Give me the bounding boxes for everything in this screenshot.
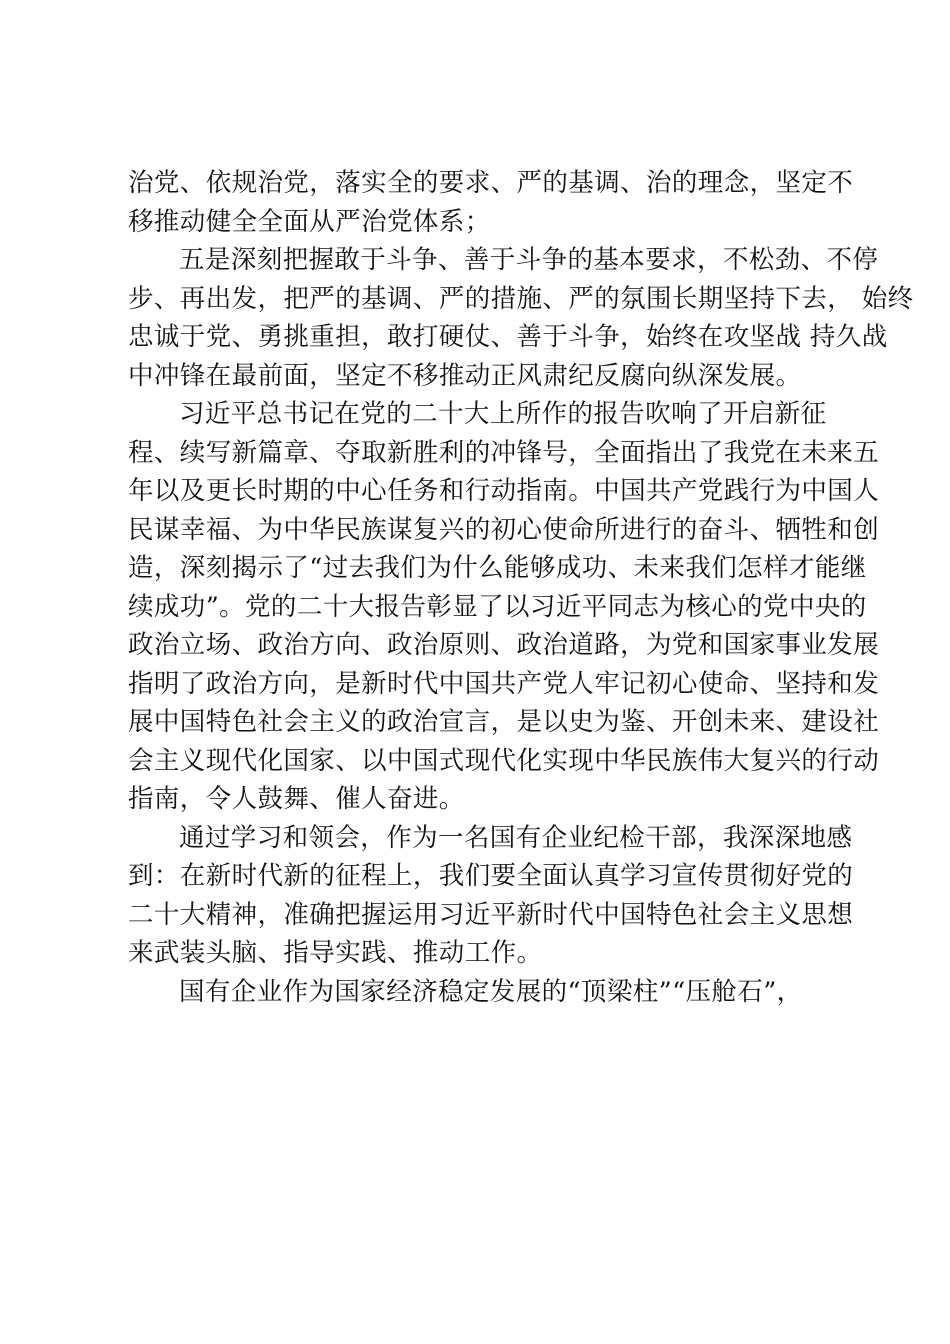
text-line: 国有企业作为国家经济稳定发展的“顶梁柱”“压舱石”，	[179, 976, 803, 1007]
text-line: 年以及更长时期的中心任务和行动指南。中国共产党践行为中国人	[128, 476, 880, 506]
text-line: 到：在新时代新的征程上，我们要全面认真学习宣传贯彻好党的	[128, 861, 854, 891]
text-line: 民谋幸福、为中华民族谋复兴的初心使命所进行的奋斗、牺牲和创	[128, 514, 880, 545]
text-line: 步、再出发，把严的基调、严的措施、严的氛围长期坚持下去， 始终	[128, 283, 914, 314]
text-line: 会主义现代化国家、以中国式现代化实现中华民族伟大复兴的行动	[128, 745, 880, 776]
text-line: 来武装头脑、指导实践、推动工作。	[128, 938, 543, 968]
text-line: 续成功”。党的二十大报告彰显了以习近平同志为核心的党中央的	[128, 591, 867, 622]
text-line: 通过学习和领会，作为一名国有企业纪检干部，我深深地感	[179, 822, 853, 853]
document-body	[128, 164, 914, 1011]
text-line: 忠诚于党、勇挑重担，敢打硬仗、善于斗争，始终在攻坚战 持久战	[128, 322, 888, 352]
text-line: 治党、依规治党，落实全的要求、严的基调、治的理念，坚定不	[128, 168, 854, 198]
text-line: 展中国特色社会主义的政治宣言，是以史为鉴、开创未来、建设社	[128, 707, 880, 737]
text-line: 中冲锋在最前面，坚定不移推动正风肃纪反腐向纵深发展。	[128, 360, 802, 391]
text-line: 指明了政治方向，是新时代中国共产党人牢记初心使命、坚持和发	[128, 668, 880, 699]
text-line: 习近平总书记在党的二十大上所作的报告吹响了开启新征	[179, 399, 827, 429]
text-line: 指南，令人鼓舞、催人奋进。	[128, 784, 465, 814]
text-line: 政治立场、政治方向、政治原则、政治道路，为党和国家事业发展	[128, 630, 880, 660]
text-line: 程、续写新篇章、夺取新胜利的冲锋号，全面指出了我党在未来五	[128, 437, 880, 468]
text-line: 二十大精神，准确把握运用习近平新时代中国特色社会主义思想	[128, 899, 854, 930]
text-line: 造，深刻揭示了“过去我们为什么能够成功、未来我们怎样才能继	[128, 553, 867, 583]
text-line: 移推动健全全面从严治党体系；	[128, 206, 491, 237]
text-line: 五是深刻把握敢于斗争、善于斗争的基本要求，不松劲、不停	[179, 245, 879, 275]
